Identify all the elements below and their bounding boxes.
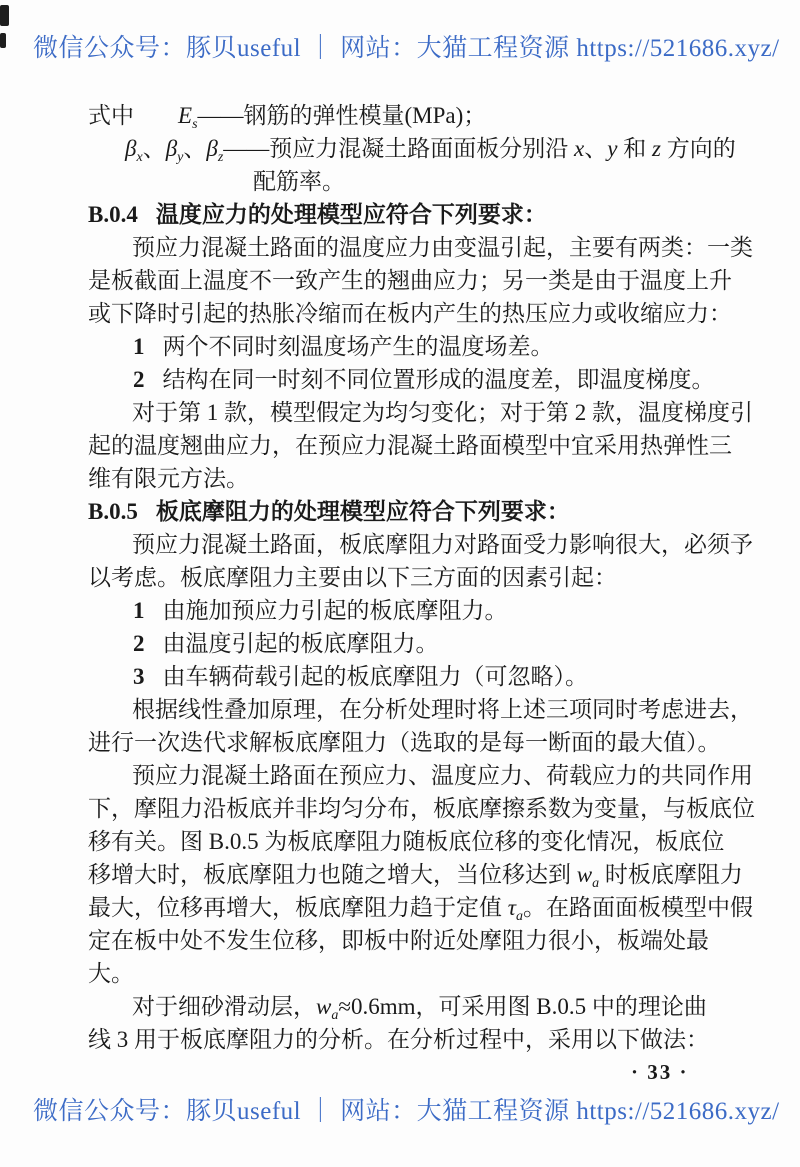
footer-watermark-text: 微信公众号：豚贝useful ｜ 网站：大猫工程资源 https://521686.xyz/: [33, 1098, 780, 1125]
scan-artifact: [0, 5, 9, 26]
text-segment: 方向的: [660, 136, 736, 161]
text-segment: 1: [133, 598, 145, 623]
text-segment: w: [576, 862, 593, 887]
text-segment: 进行一次迭代求解板底摩阻力（选取的是每一断面的最大值）。: [88, 730, 721, 755]
text-line: [88, 957, 728, 990]
text-segment: 3: [133, 664, 145, 689]
text-line: [88, 132, 736, 165]
text-line: [88, 825, 728, 858]
text-segment: B.0.5: [88, 499, 138, 524]
text-segment: x: [574, 136, 585, 161]
text-line: [88, 363, 728, 396]
footer-watermark: [33, 1091, 778, 1127]
text-segment: 移增大时，板底摩阻力也随之增大，当位移达到: [88, 862, 577, 887]
text-line: [88, 396, 753, 429]
text-segment: 对于第 1 款，模型假定为均匀变化；对于第 2 款，温度梯度引: [132, 400, 753, 425]
text-segment: 维有限元方法。: [88, 466, 249, 491]
text-segment: 板底摩阻力的处理模型应符合下列要求：: [155, 499, 570, 524]
text-segment: β: [125, 136, 137, 161]
text-line: [88, 792, 755, 825]
text-segment: 。在路面面板模型中假: [522, 895, 753, 920]
text-line: [88, 693, 753, 726]
text-segment: 由施加预应力引起的板底摩阻力。: [162, 598, 508, 623]
text-segment: 预应力混凝土路面的温度应力由变温引起，主要有两类：一类: [132, 235, 753, 260]
text-segment: 由温度引起的板底摩阻力。: [162, 631, 439, 656]
text-segment: E: [178, 103, 193, 128]
text-line: [88, 198, 728, 231]
text-line: [88, 891, 753, 924]
scan-artifact: [0, 33, 6, 48]
text-segment: 时板底摩阻力: [599, 862, 743, 887]
text-line: [88, 858, 743, 891]
text-segment: 线 3 用于板底摩阻力的分析。在分析过程中，采用以下做法：: [88, 1027, 709, 1052]
text-segment: 两个不同时刻温度场产生的温度场差。: [162, 334, 554, 359]
subscript: a: [515, 909, 523, 924]
text-line: [88, 429, 732, 462]
text-segment: 对于细砂滑动层，: [132, 994, 316, 1019]
text-line: [88, 330, 728, 363]
header-watermark: [33, 28, 778, 64]
text-segment: z: [651, 136, 661, 161]
text-line: [88, 726, 728, 759]
subscript: x: [136, 150, 143, 165]
header-watermark-text: 微信公众号：豚贝useful ｜ 网站：大猫工程资源 https://521686.xyz/: [33, 35, 780, 62]
text-segment: 以考虑。板底摩阻力主要由以下三方面的因素引起：: [88, 565, 617, 590]
text-segment: τ: [507, 895, 516, 920]
text-segment: β: [165, 136, 178, 161]
text-segment: 预应力混凝土路面在预应力、温度应力、荷载应力的共同作用: [132, 763, 753, 788]
text-line: [88, 759, 753, 792]
text-segment: 或下降时引起的热胀冷缩而在板内产生的热压应力或收缩应力：: [88, 301, 732, 326]
subscript: y: [177, 150, 184, 165]
text-line: [88, 528, 753, 561]
text-line: [88, 594, 728, 627]
text-segment: 由车辆荷载引起的板底摩阻力（可忽略）。: [162, 664, 588, 689]
text-segment: B.0.4: [88, 202, 138, 227]
text-segment: 起的温度翘曲应力，在预应力混凝土路面模型中宜采用热弹性三: [88, 433, 732, 458]
text-segment: 2: [133, 631, 145, 656]
subscript: a: [592, 876, 600, 891]
text-segment: 结构在同一时刻不同位置形成的温度差，即温度梯度。: [162, 367, 715, 392]
text-segment: 2: [133, 367, 145, 392]
text-segment: 下，摩阻力沿板底并非均匀分布，板底摩擦系数为变量，与板底位: [88, 796, 755, 821]
text-line: [88, 264, 732, 297]
text-segment: 预应力混凝土路面，板底摩阻力对路面受力影响很大，必须予: [132, 532, 753, 557]
text-segment: 1: [133, 334, 145, 359]
text-segment: 式中: [88, 103, 134, 128]
text-line: [88, 231, 753, 264]
subscript: z: [217, 150, 224, 165]
text-line: [88, 462, 728, 495]
text-segment: ≈0.6mm，可采用图 B.0.5 中的理论曲: [338, 994, 707, 1019]
text-segment: 最大，位移再增大，板底摩阻力趋于定值: [88, 895, 508, 920]
text-segment: 是板截面上温度不一致产生的翘曲应力；另一类是由于温度上升: [88, 268, 732, 293]
text-line: [88, 99, 728, 132]
subscript: s: [192, 117, 198, 132]
page-number: · 33 ·: [631, 1060, 689, 1084]
text-line: [88, 561, 728, 594]
text-line: [88, 990, 728, 1023]
text-segment: 根据线性叠加原理，在分析处理时将上述三项同时考虑进去，: [132, 697, 753, 722]
text-segment: 配筋率。: [253, 169, 345, 194]
text-segment: β: [206, 136, 218, 161]
text-segment: 大。: [88, 961, 134, 986]
document-body: [88, 99, 755, 1056]
text-segment: 和: [617, 136, 652, 161]
text-segment: 温度应力的处理模型应符合下列要求：: [155, 202, 547, 227]
text-segment: ——钢筋的弹性模量(MPa)；: [197, 103, 487, 128]
text-segment: 移有关。图 B.0.5 为板底摩阻力随板底位移的变化情况，板底位: [88, 829, 725, 854]
text-segment: y: [607, 136, 618, 161]
text-line: [88, 660, 728, 693]
text-segment: 、: [584, 136, 608, 161]
subscript: a: [331, 1008, 339, 1023]
text-segment: 、: [142, 136, 166, 161]
text-line: [88, 924, 728, 957]
text-line: [88, 165, 728, 198]
text-line: [88, 1023, 728, 1056]
text-line: [88, 495, 728, 528]
text-segment: ——预应力混凝土路面面板分别沿: [223, 136, 575, 161]
text-line: [88, 297, 732, 330]
text-segment: 、: [183, 136, 207, 161]
text-line: [88, 627, 728, 660]
text-segment: 定在板中处不发生位移，即板中附近处摩阻力很小，板端处最: [88, 928, 709, 953]
text-segment: w: [316, 994, 332, 1019]
